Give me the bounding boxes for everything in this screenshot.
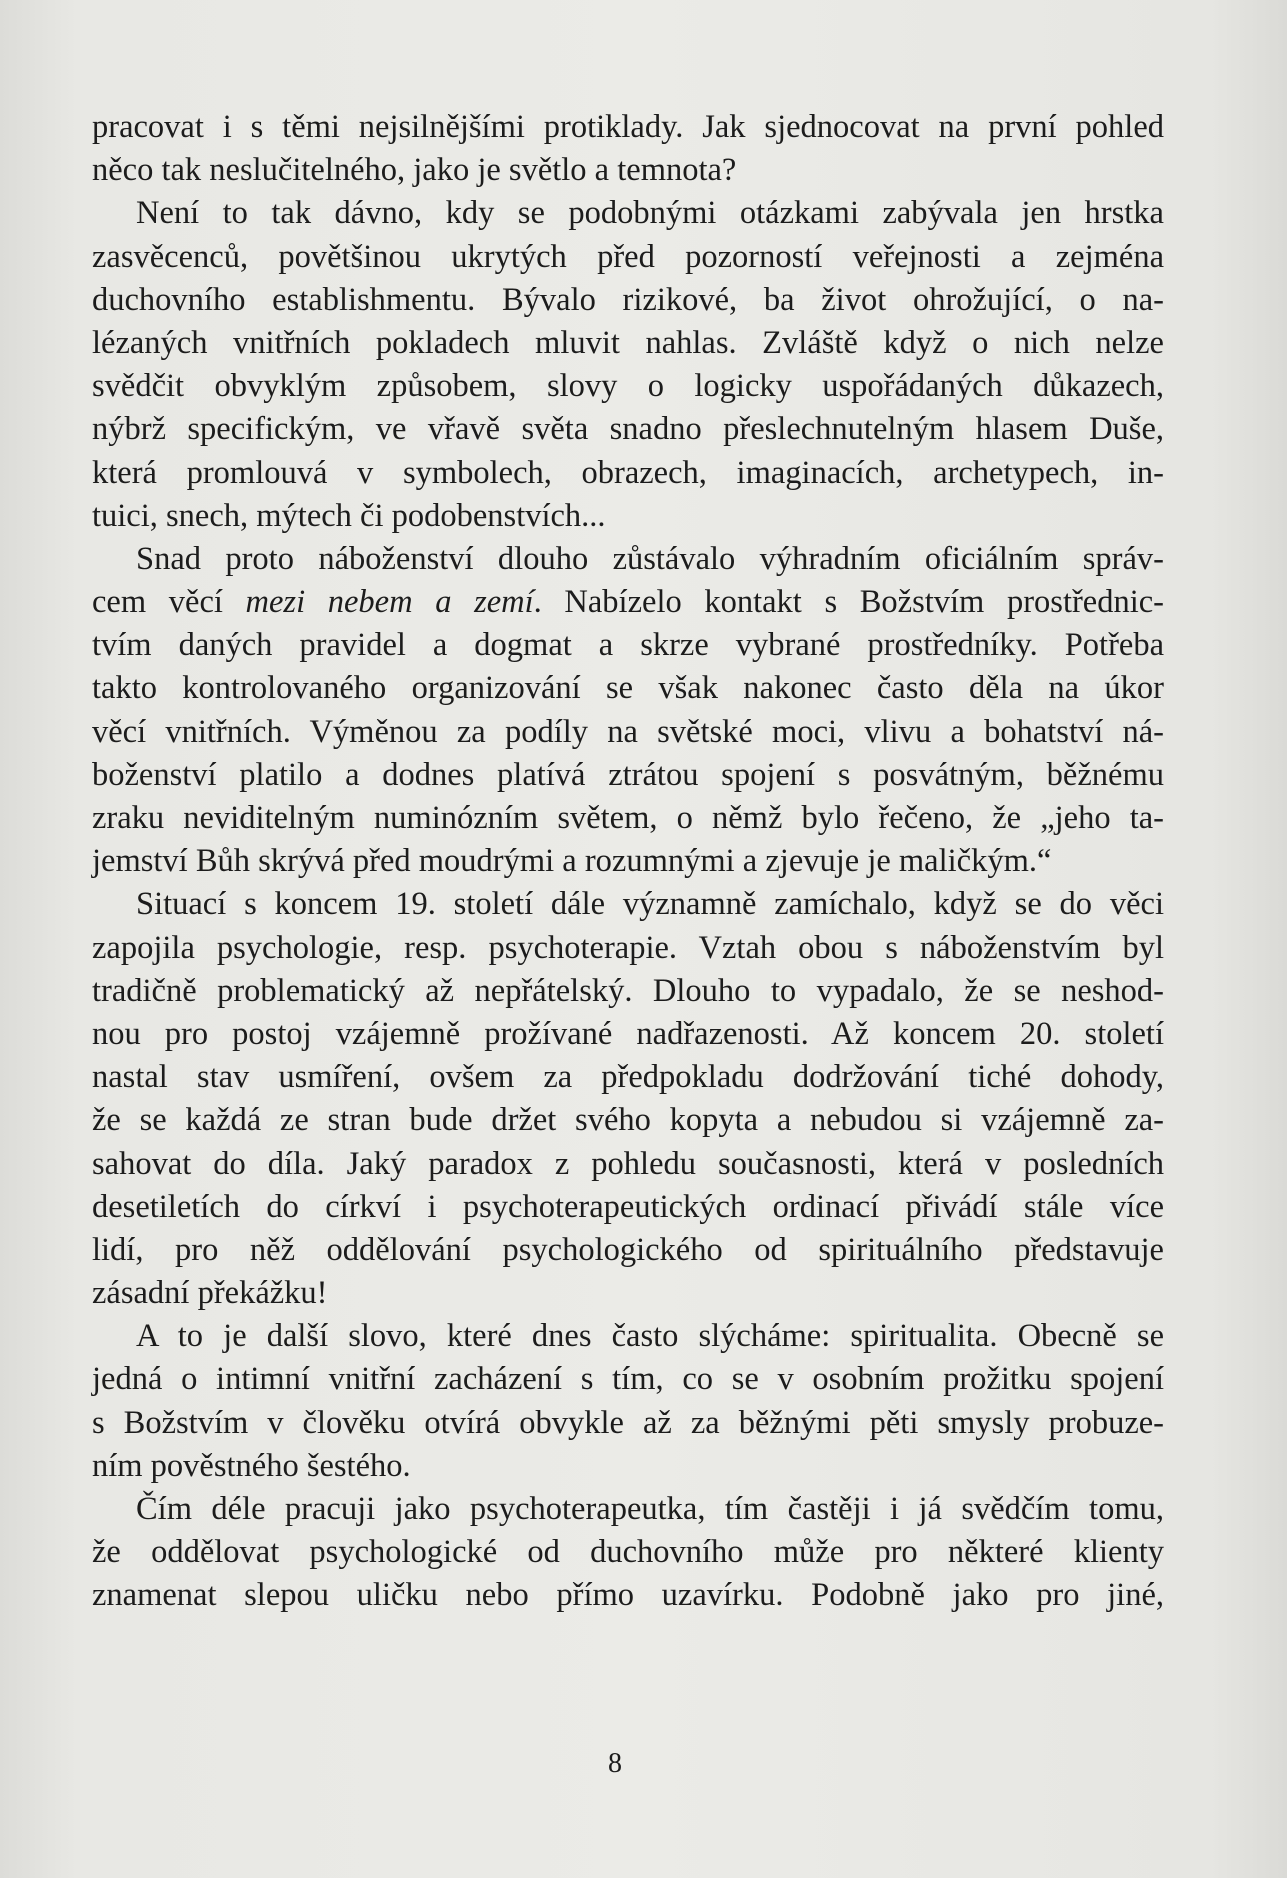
text-line: Snad proto náboženství dlouho zůstávalo výhradním oficiálním správ- (136, 540, 1164, 577)
text-line: Čím déle pracuji jako psychoterapeutka, tím častěji i já svědčím tomu, (136, 1491, 1164, 1527)
text-line: zraku neviditelným numinózním světem, o němž bylo řečeno, že „jeho ta- (92, 800, 1164, 836)
page-number: 8 (608, 1748, 622, 1779)
italic-phrase: mezi nebem a zemí (245, 584, 534, 621)
text-line: lidí, pro něž oddělování psychologického od spirituálního představuje (92, 1231, 1164, 1268)
text-line: něco tak neslučitelného, jako je světlo a temnota? (92, 152, 737, 189)
text-line: desetiletích do církví i psychoterapeutických ordinací přivádí stále více (92, 1188, 1164, 1225)
text-line: zasvěcenců, povětšinou ukrytých před pozorností veřejnosti a zejména (92, 238, 1164, 275)
text-line: věcí vnitřních. Výměnou za podíly na světské moci, vlivu a bohatství ná- (92, 713, 1164, 750)
text-segment: cem věcí (92, 584, 246, 621)
text-line: tuici, snech, mýtech či podobenstvích... (92, 497, 606, 534)
body-text (92, 106, 1164, 1618)
text-line: nastal stav usmíření, ovšem za předpokladu dodržování tiché dohody, (92, 1059, 1164, 1096)
text-line: Situací s koncem 19. století dále významně zamíchalo, když se do věci (136, 886, 1164, 923)
text-line: ním pověstného šestého. (92, 1447, 411, 1484)
text-line: nýbrž specifickým, ve vřavě světa snadno přeslechnutelným hlasem Duše, (92, 411, 1164, 448)
text-line: takto kontrolovaného organizování se však nakonec často děla na úkor (92, 670, 1164, 707)
text-line: jedná o intimní vnitřní zacházení s tím, co se v osobním prožitku spojení (92, 1361, 1164, 1398)
text-line: s Božstvím v člověku otvírá obvykle až za běžnými pěti smysly probuze- (92, 1404, 1164, 1441)
text-line: znamenat slepou uličku nebo přímo uzavírku. Podobně jako pro jiné, (92, 1577, 1164, 1614)
text-line: sahovat do díla. Jaký paradox z pohledu současnosti, která v posledních (92, 1145, 1164, 1182)
text-line: která promlouvá v symbolech, obrazech, imaginacích, archetypech, in- (92, 454, 1164, 491)
text-line: boženství platilo a dodnes platívá ztrátou spojení s posvátným, běžnému (92, 756, 1164, 793)
text-segment: . Nabízelo kontakt s Božstvím prostřednic- (533, 584, 1164, 621)
text-line: že oddělovat psychologické od duchovního může pro některé klienty (92, 1534, 1164, 1571)
text-line: pracovat i s těmi nejsilnějšími protiklady. Jak sjednocovat na první pohled (92, 109, 1164, 145)
text-line: tradičně problematický až nepřátelský. Dlouho to vypadalo, že se neshod- (92, 972, 1164, 1009)
text-line: že se každá ze stran bude držet svého kopyta a nebudou si vzájemně za- (92, 1102, 1164, 1139)
text-line: svědčit obvyklým způsobem, slovy o logicky uspořádaných důkazech, (92, 368, 1164, 405)
text-line: duchovního establishmentu. Bývalo rizikové, ba život ohrožující, o na- (92, 281, 1164, 318)
text-line (92, 581, 1164, 624)
text-line: nou pro postoj vzájemně prožívané nadřazenosti. Až koncem 20. století (92, 1015, 1164, 1052)
text-line: lézaných vnitřních pokladech mluvit nahlas. Zvláště když o nich nelze (92, 324, 1164, 361)
text-line: A to je další slovo, které dnes často slýcháme: spiritualita. Obecně se (136, 1318, 1164, 1355)
text-line: zapojila psychologie, resp. psychoterapie. Vztah obou s náboženstvím byl (92, 929, 1164, 966)
text-line: tvím daných pravidel a dogmat a skrze vybrané prostředníky. Potřeba (92, 627, 1164, 664)
text-line: jemství Bůh skrývá před moudrými a rozumnými a zjevuje je maličkým.“ (92, 843, 1052, 880)
text-line: Není to tak dávno, kdy se podobnými otázkami zabývala jen hrstka (136, 195, 1164, 232)
text-line: zásadní překážku! (92, 1275, 328, 1312)
